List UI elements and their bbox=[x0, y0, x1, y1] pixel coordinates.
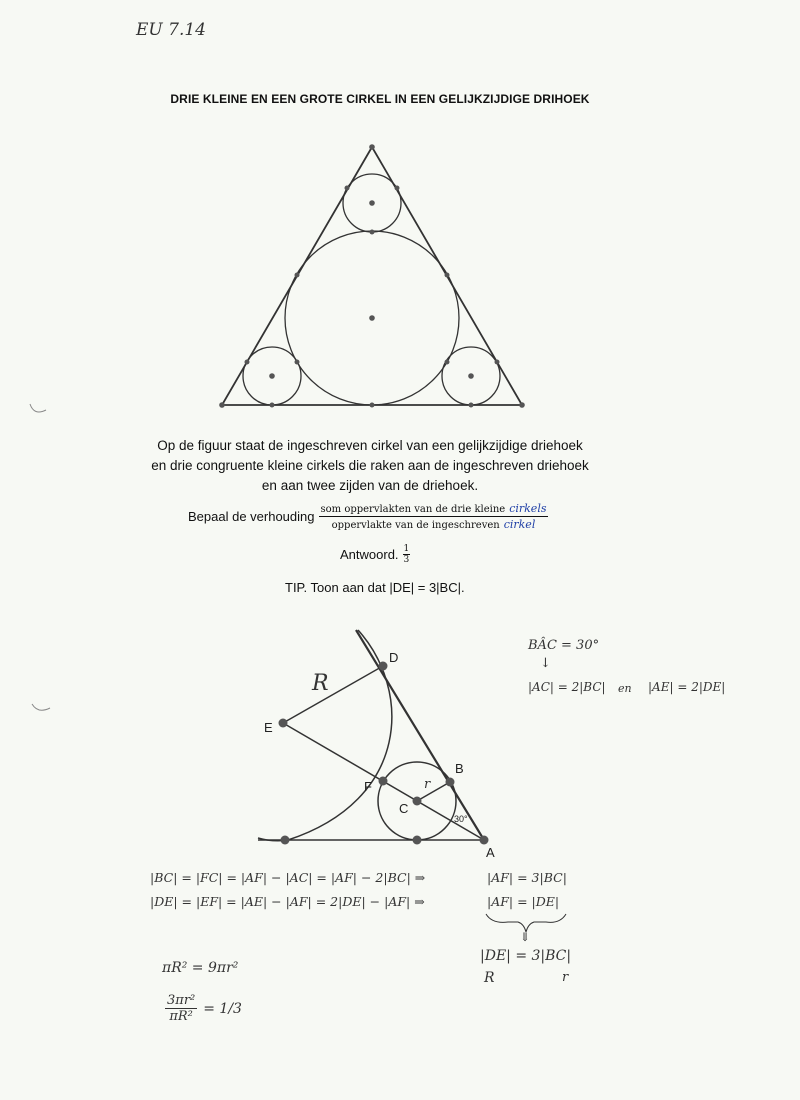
scan-mark bbox=[30, 404, 46, 412]
answer bbox=[340, 544, 410, 565]
ratio-prefix: Bepaal de verhouding bbox=[188, 509, 315, 524]
tip: TIP. Toon aan dat |DE| = 3|BC|. bbox=[285, 580, 465, 595]
ratio-numerator: som oppervlakten van de drie kleine bbox=[320, 504, 506, 515]
tangent-point bbox=[445, 273, 450, 278]
result-r: r bbox=[562, 970, 569, 985]
derivation-bc: |BC| = |FC| = |AF| − |AC| = |AF| − 2|BC| ⇒ bbox=[150, 870, 426, 885]
point-F bbox=[379, 777, 388, 786]
area-ratio-numerator: 3πr² bbox=[167, 993, 196, 1008]
point-D bbox=[379, 662, 388, 671]
tangent-point bbox=[295, 273, 300, 278]
small-left-center bbox=[269, 373, 275, 379]
ratio-numerator-handwritten: cirkels bbox=[509, 502, 547, 515]
tangent-point bbox=[395, 186, 400, 191]
tangent-point bbox=[345, 186, 350, 191]
page-title: DRIE KLEINE EN EEN GROTE CIRKEL IN EEN GELIJKZIJDIGE DRIHOEK bbox=[170, 92, 590, 106]
incircle-center bbox=[369, 315, 375, 321]
construction-figure bbox=[258, 630, 484, 841]
small-right-center bbox=[468, 373, 474, 379]
label-E: E bbox=[264, 720, 273, 735]
note-relation-2: |AE| = 2|DE| bbox=[648, 680, 726, 694]
point-C bbox=[413, 797, 422, 806]
tangent-point bbox=[270, 403, 275, 408]
label-angle: 30° bbox=[454, 814, 468, 824]
result-R: R bbox=[484, 970, 495, 986]
note-angle: BÂC = 30° bbox=[528, 638, 600, 653]
tangent-point bbox=[469, 403, 474, 408]
line-ED bbox=[283, 666, 383, 723]
label-A: A bbox=[486, 845, 495, 860]
arc-R bbox=[258, 630, 392, 841]
point-B bbox=[446, 778, 455, 787]
line-CB bbox=[417, 782, 450, 801]
area-ratio bbox=[165, 993, 242, 1024]
point-A bbox=[480, 836, 489, 845]
area-ratio-denominator: πR² bbox=[169, 1009, 193, 1024]
label-D: D bbox=[389, 650, 399, 665]
ratio-denominator-handwritten: cirkel bbox=[503, 518, 536, 531]
answer-label: Antwoord. bbox=[340, 547, 399, 562]
vertex-top bbox=[369, 144, 375, 150]
result-de: |DE| = 3|BC| bbox=[480, 948, 572, 964]
equilateral-triangle bbox=[222, 147, 522, 405]
tangent-point bbox=[295, 360, 300, 365]
vertex-left bbox=[219, 402, 225, 408]
ratio-fraction bbox=[319, 502, 549, 531]
answer-fraction bbox=[403, 544, 411, 565]
note-arrow-1: ↓ bbox=[540, 656, 551, 671]
vertex-right bbox=[519, 402, 525, 408]
ratio-denominator: oppervlakte van de ingeschreven bbox=[331, 520, 500, 531]
tangent-point bbox=[370, 403, 375, 408]
result-af-de: |AF| = |DE| bbox=[487, 894, 560, 909]
problem-line-1: Op de figuur staat de ingeschreven cirkel van een gelijkzijdige driehoek bbox=[157, 438, 583, 453]
scan-mark bbox=[32, 704, 50, 710]
label-F: F bbox=[364, 779, 372, 794]
label-C: C bbox=[399, 801, 409, 816]
arrow-down: ⇓ bbox=[520, 930, 531, 944]
problem-line-3: en aan twee zijden van de driehoek. bbox=[261, 478, 479, 493]
result-af: |AF| = 3|BC| bbox=[487, 870, 567, 885]
problem-statement bbox=[100, 436, 640, 496]
problem-line-2: en drie congruente kleine cirkels die raken aan de ingeschreven driehoek bbox=[151, 458, 589, 473]
tangent-point bbox=[495, 360, 500, 365]
answer-numerator: 1 bbox=[403, 544, 410, 554]
label-B: B bbox=[455, 761, 464, 776]
line-AD bbox=[356, 630, 484, 840]
handwritten-reference: EU 7.14 bbox=[136, 20, 206, 40]
note-relation-join: en bbox=[618, 682, 632, 695]
tangent-point bbox=[445, 360, 450, 365]
point-tangent-left bbox=[281, 836, 290, 845]
tangent-point bbox=[370, 230, 375, 235]
small-top-center bbox=[369, 200, 375, 206]
answer-denominator: 3 bbox=[403, 555, 410, 565]
label-R: R bbox=[312, 671, 329, 696]
derivation-de: |DE| = |EF| = |AE| − |AF| = 2|DE| − |AF| ⇒ bbox=[150, 894, 425, 909]
point-tangent-mid bbox=[413, 836, 422, 845]
area-equation: πR² = 9πr² bbox=[162, 960, 239, 976]
note-relation-1: |AC| = 2|BC| bbox=[528, 680, 606, 694]
tangent-point bbox=[245, 360, 250, 365]
ratio-question bbox=[188, 502, 548, 531]
area-ratio-result: = 1/3 bbox=[203, 1000, 242, 1017]
point-E bbox=[279, 719, 288, 728]
label-r: r bbox=[424, 777, 431, 792]
